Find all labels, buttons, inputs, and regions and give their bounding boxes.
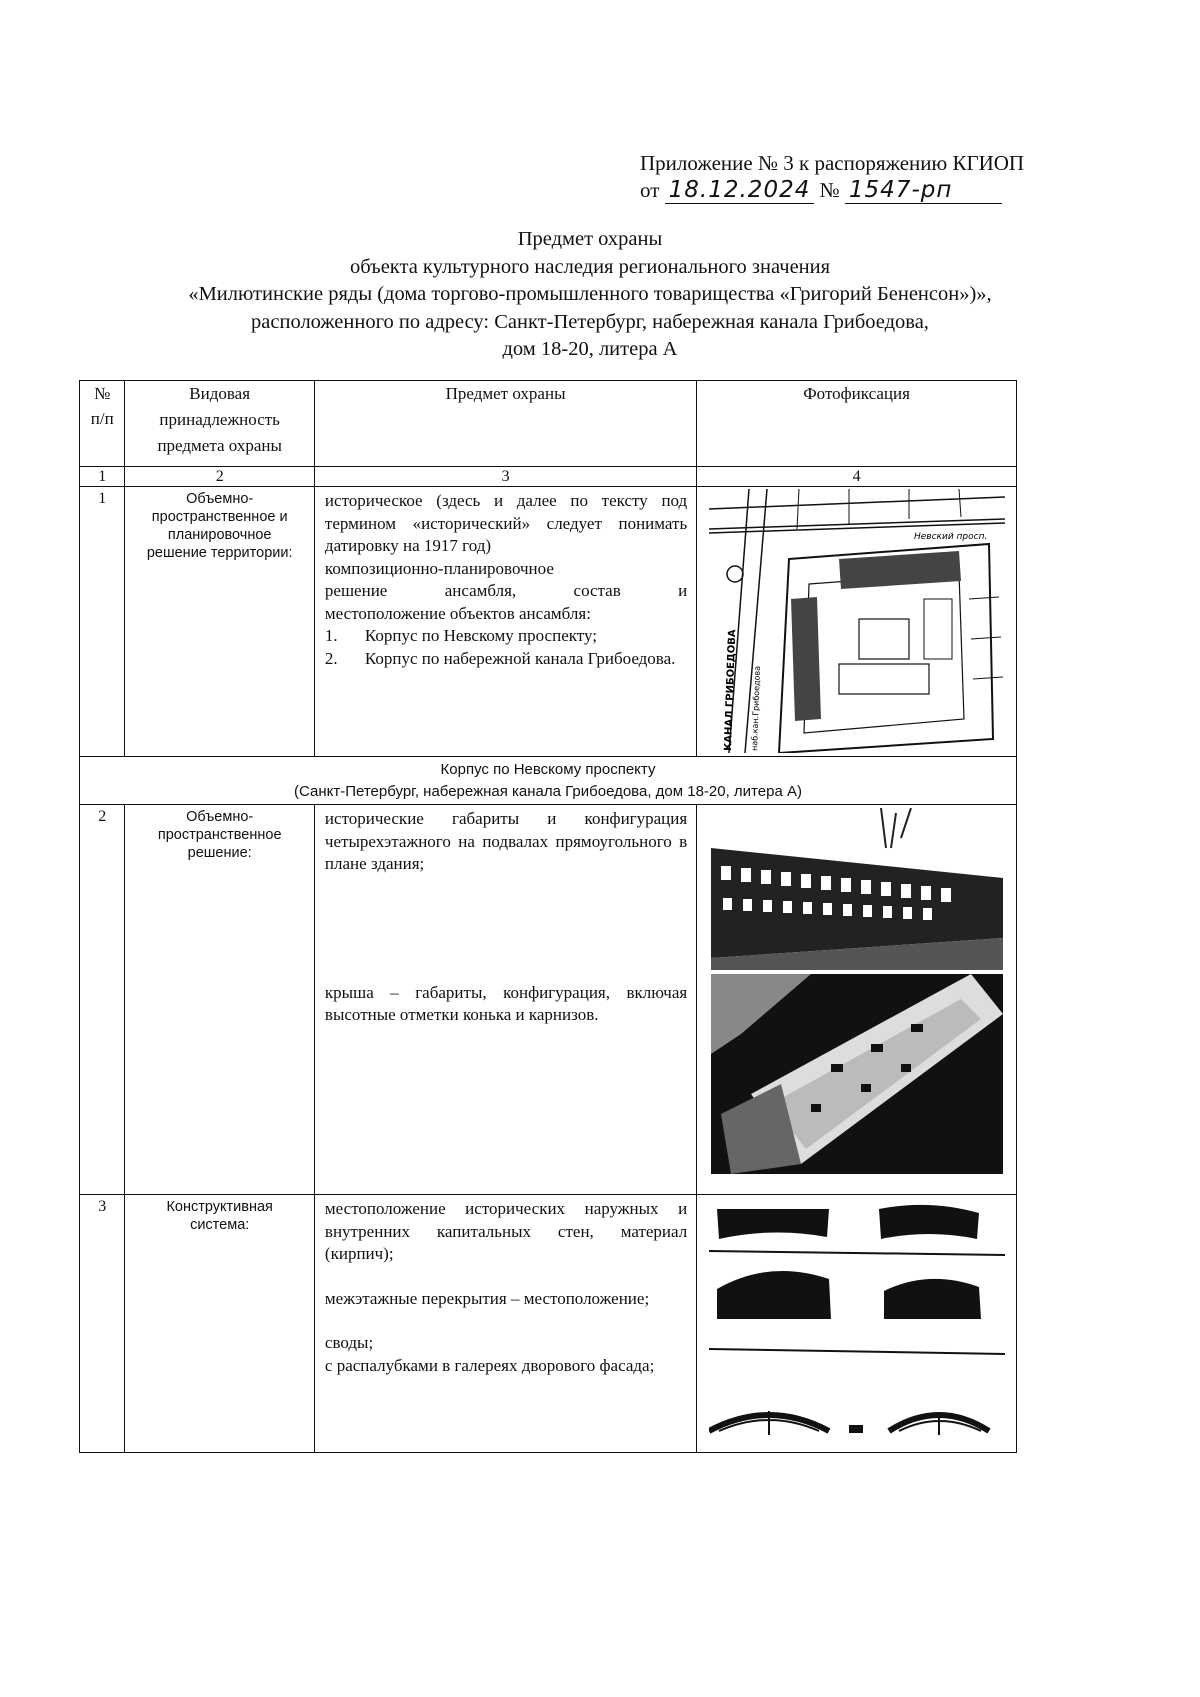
row1-paragraph-1: историческое (здесь и далее по тексту под термином «исторический» следует понимать датировку на 1917 год): [324, 491, 688, 555]
document-title: [80, 226, 1100, 364]
row1-type-line2: пространственное и: [151, 509, 288, 525]
row1-num-text: 1: [98, 490, 107, 507]
title-line-5: дом 18-20, литера А: [502, 338, 678, 360]
row3-photo-cell: [697, 1195, 1017, 1453]
header-num-line1: №: [94, 384, 111, 403]
row3-type-text: [125, 1195, 313, 1234]
title-line-4: расположенного по адресу: Санкт-Петербург, набережная канала Грибоедова,: [251, 310, 929, 333]
row2-photo-cell: [697, 805, 1017, 1195]
row1-subject: [314, 487, 696, 757]
row3-paragraph-1: местоположение исторических наружных и внутренних капитальных стен, материал (кирпич);: [324, 1199, 688, 1263]
header-type-line2: принадлежность: [159, 410, 280, 429]
header-type: [125, 381, 314, 467]
row1-paragraph-2: композиционно-планировочное: [324, 558, 554, 578]
row1-paragraph-4: местоположение объектов ансамбля:: [324, 603, 591, 623]
row2-type: [125, 805, 314, 1195]
no-label: №: [819, 178, 840, 202]
row2-num-text: 2: [98, 808, 107, 825]
ot-label: от: [640, 178, 660, 202]
roof-aerial-photo: [711, 974, 1003, 1174]
row1-num: [80, 487, 125, 757]
row1-type-text: [125, 487, 313, 562]
row3-subject: [314, 1195, 696, 1453]
arches-photo: [709, 1199, 1005, 1449]
row1-type-line1: Объемно-: [186, 491, 254, 507]
section-line-1: Корпус по Невскому проспекту: [440, 761, 656, 778]
appendix-line: Приложение № 3 к распоряжению КГИОП: [640, 151, 1025, 175]
row2-type-line1: Объемно-: [186, 809, 254, 825]
map-label-embankment: наб.кан.Грибоедова: [749, 665, 762, 752]
header-num-line2: п/п: [90, 409, 114, 428]
header-num: [80, 381, 125, 467]
decree-number: 1547-рп: [845, 177, 1002, 204]
row1-paragraph-3: решение ансамбля, состав и: [324, 581, 688, 600]
column-number-row: [80, 467, 1017, 487]
row3-num: [80, 1195, 125, 1453]
appendix-note: [640, 150, 1060, 204]
map-label-canal: КАНАЛ ГРИБОЕДОВА: [722, 629, 738, 752]
row1-list-item-1: [325, 625, 687, 648]
row1-list-item-2: [325, 648, 687, 671]
col-number-3: 3: [314, 467, 696, 487]
row2-num: [80, 805, 125, 1195]
section-line-2: (Санкт-Петербург, набережная канала Грибоедова, дом 18-20, литера А): [294, 783, 802, 800]
facade-photo: [711, 808, 1003, 970]
col-number-2: 2: [125, 467, 314, 487]
header-photo: Фотофиксация: [697, 381, 1017, 467]
row3-paragraph-3: своды;: [324, 1333, 374, 1352]
title-line-1: Предмет охраны: [517, 228, 663, 250]
row1-photo-cell: [697, 487, 1017, 757]
title-line-2: объекта культурного наследия регионального значения: [349, 255, 831, 278]
table-row: [80, 487, 1017, 757]
list-number: 2.: [324, 648, 338, 668]
list-text: Корпус по набережной канала Грибоедова.: [364, 648, 676, 668]
table-row: [80, 1195, 1017, 1453]
map-label-nevsky: Невский просп.: [913, 532, 987, 542]
row3-num-text: 3: [98, 1198, 107, 1215]
row1-type-line3: планировочное: [167, 527, 272, 543]
header-type-line3: предмета охраны: [157, 436, 282, 455]
row3-paragraph-2: межэтажные перекрытия – местоположение;: [324, 1288, 650, 1308]
row3-type-line2: система:: [190, 1217, 250, 1233]
row3-type-line1: Конструктивная: [166, 1199, 273, 1215]
header-type-line1: Видовая: [189, 384, 251, 403]
section-header: [80, 757, 1017, 805]
section-header-row: [80, 757, 1017, 805]
header-subject: Предмет охраны: [314, 381, 696, 467]
row3-paragraph-4: с распалубками в галереях дворового фасада;: [324, 1355, 655, 1375]
row2-paragraph-2: крыша – габариты, конфигурация, включая высотные отметки конька и карнизов.: [324, 982, 688, 1024]
row2-type-line3: решение:: [187, 845, 252, 861]
list-number: 1.: [324, 626, 338, 645]
site-plan-map: [709, 489, 1005, 753]
row2-type-line2: пространственное: [157, 827, 282, 843]
decree-line: [640, 177, 1060, 204]
row2-type-text: [125, 805, 313, 862]
table-header-row: [80, 381, 1017, 467]
col-number-4: 4: [697, 467, 1017, 487]
decree-date: 18.12.2024: [665, 177, 815, 204]
row2-paragraph-1: исторические габариты и конфигурация четырехэтажного на подвалах прямоугольного в плане здания;: [324, 809, 688, 873]
col-number-1: 1: [80, 467, 125, 487]
row1-type-line4: решение территории:: [146, 545, 293, 561]
title-line-3: «Милютинские ряды (дома торгово-промышленного товарищества «Григорий Бененсон»)»,: [188, 283, 992, 305]
table-row: [80, 805, 1017, 1195]
row1-type: [125, 487, 314, 757]
protection-table: [79, 380, 1017, 1453]
list-text: Корпус по Невскому проспекту;: [364, 626, 597, 645]
row2-subject: [314, 805, 696, 1195]
row3-type: [125, 1195, 314, 1453]
